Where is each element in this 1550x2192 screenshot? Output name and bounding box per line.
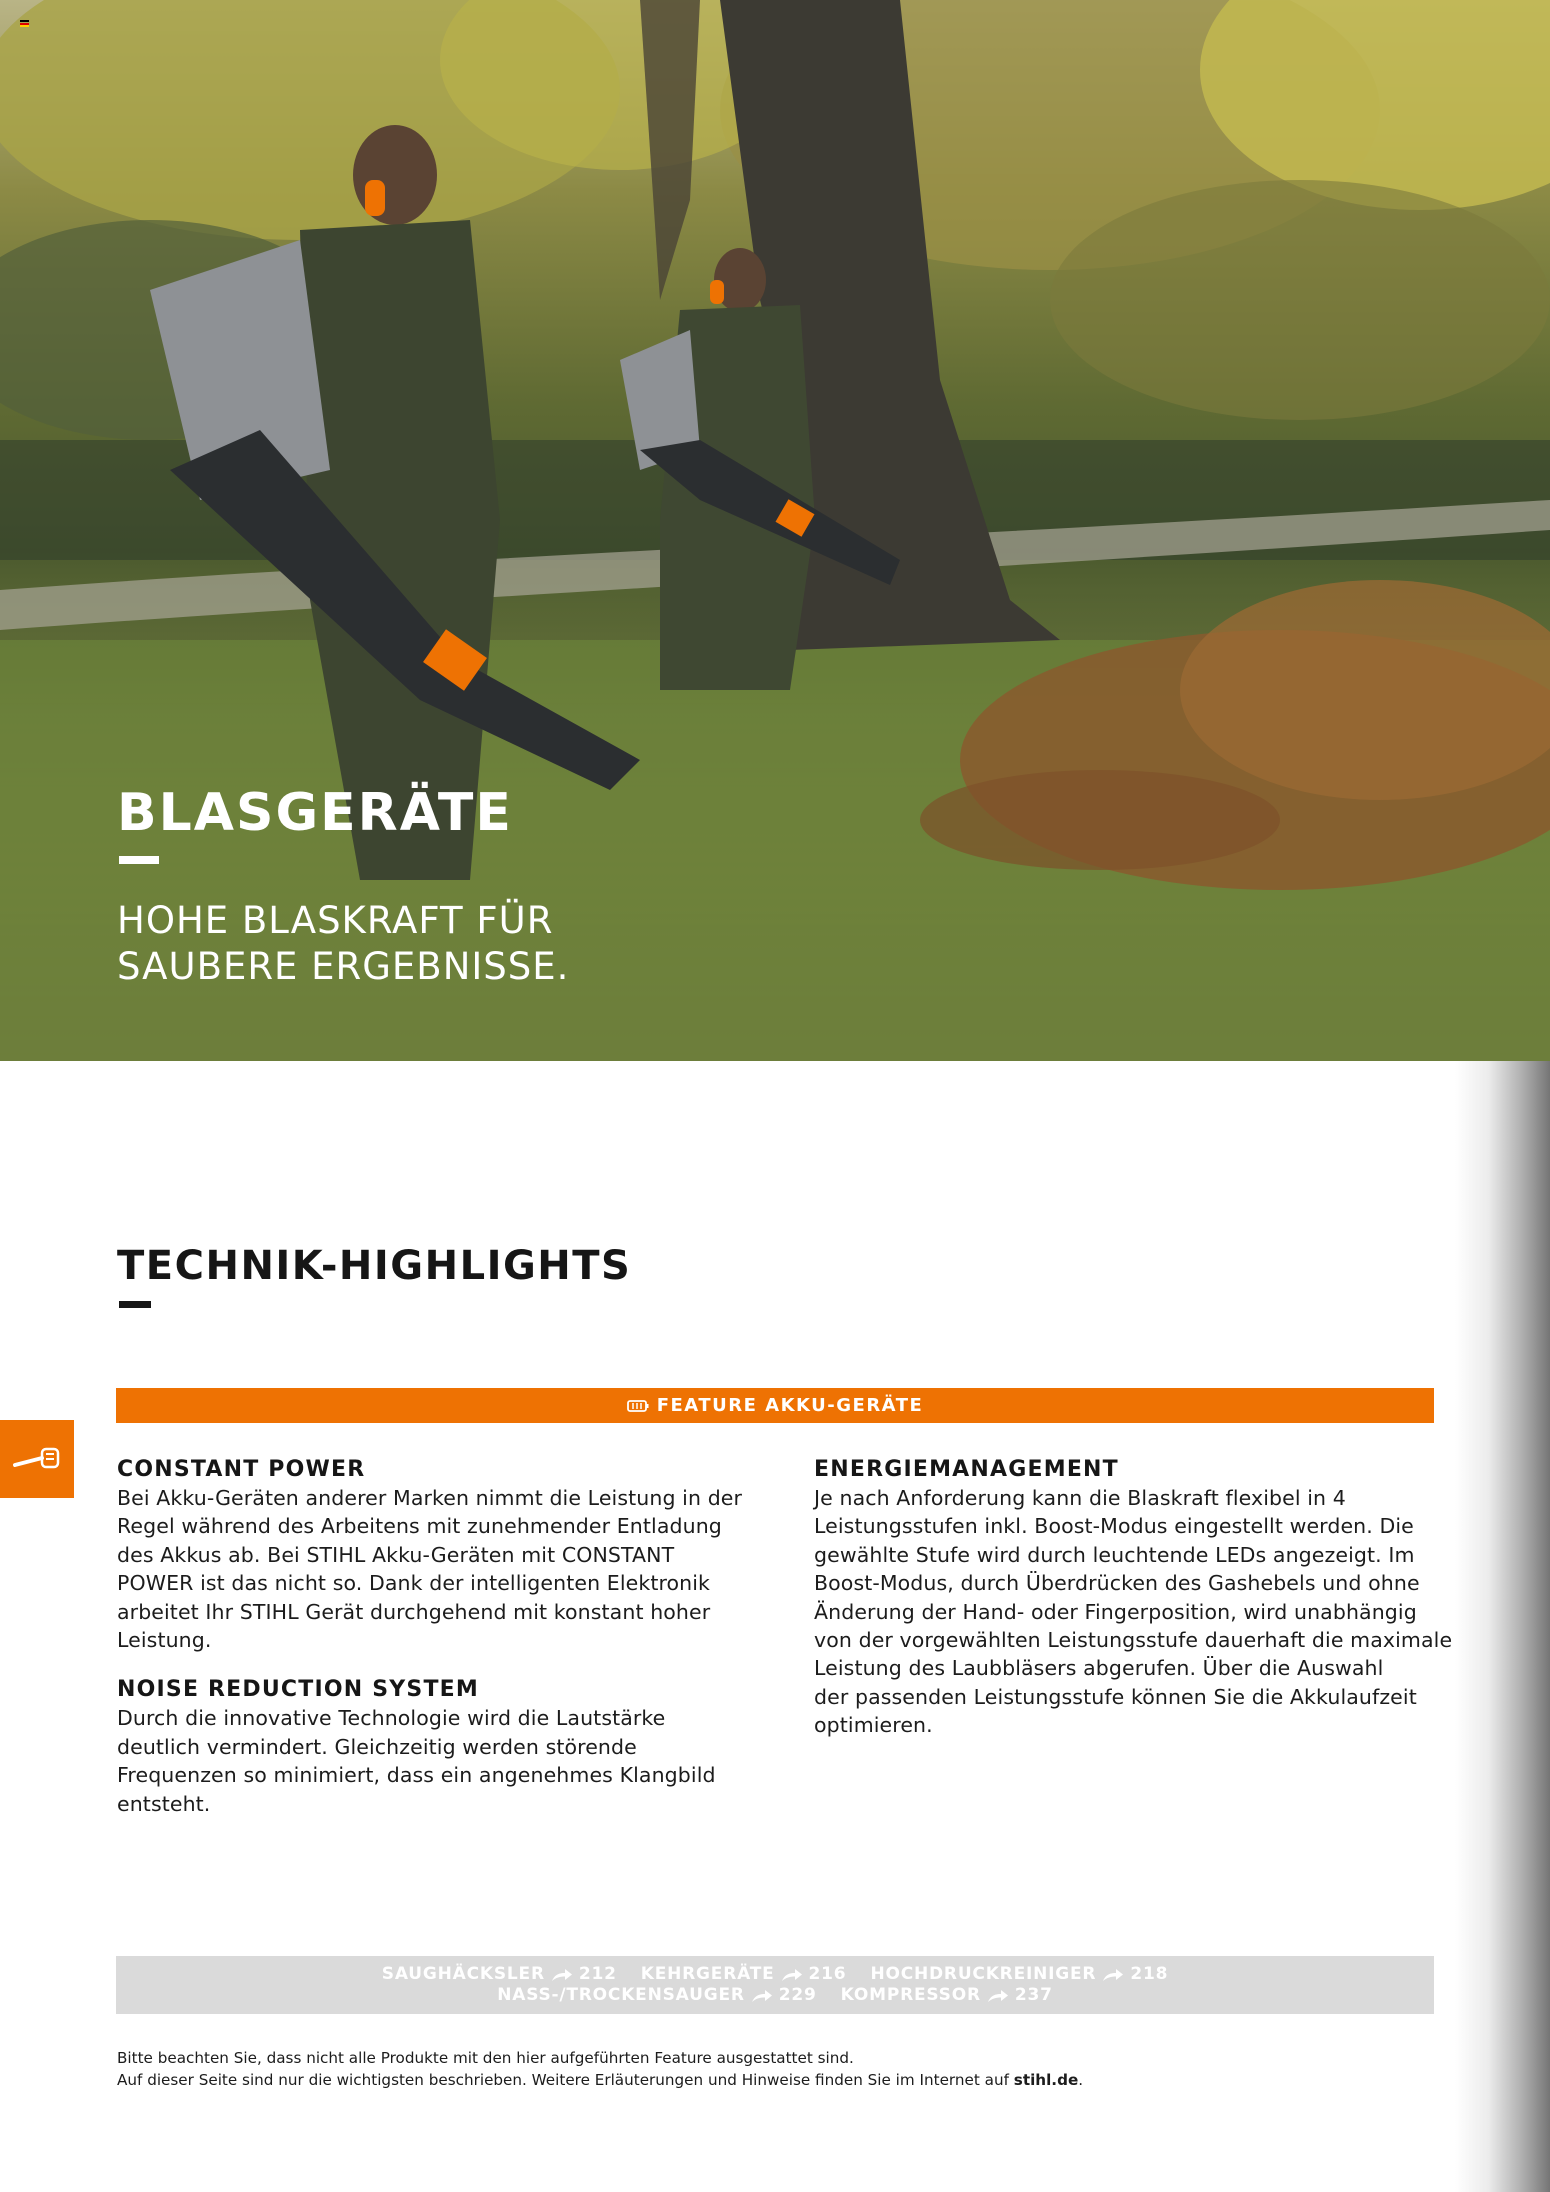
text-line: des Akkus ab. Bei STIHL Akku-Geräten mit CONSTANT [117, 1542, 675, 1567]
section-title: TECHNIK-HIGHLIGHTS [117, 1243, 632, 1289]
text-line: Leistungsstufen inkl. Boost-Modus eingestellt werden. Die [814, 1514, 1414, 1539]
page-edge-shadow [1455, 1061, 1550, 2192]
text-line: entsteht. [117, 1791, 211, 1816]
feature-title: CONSTANT POWER [117, 1457, 366, 1482]
text-line: Leistung. [117, 1628, 212, 1653]
feature-constant-power [117, 1456, 757, 1654]
text-line: arbeitet Ihr STIHL Gerät durchgehend mit konstant hoher [117, 1599, 711, 1624]
hero-image [0, 0, 1550, 1061]
xref-page: 218 [1130, 1964, 1169, 1984]
xref-line [382, 1964, 1168, 1985]
website-link[interactable]: stihl.de [1013, 2070, 1079, 2089]
xref-label: NASS-/TROCKENSAUGER [497, 1985, 745, 2005]
text-line: von der vorgewählten Leistungsstufe dauerhaft die maximale [814, 1628, 1453, 1653]
language-flag-icon [20, 20, 29, 27]
text-line: Je nach Anforderung kann die Blaskraft flexibel in 4 [814, 1486, 1346, 1510]
footnote-period: . [1078, 2070, 1084, 2089]
arrow-right-icon [551, 1968, 573, 1982]
feature-noise-reduction [117, 1676, 757, 1818]
text-line: deutlich vermindert. Gleichzeitig werden störende [117, 1734, 637, 1759]
hero-subtitle-line: SAUBERE ERGEBNISSE. [117, 945, 570, 988]
footnote [117, 2048, 1083, 2091]
xref-link-kehrgeraete[interactable] [641, 1964, 847, 1985]
text-line: gewählte Stufe wird durch leuchtende LEDs angezeigt. Im [814, 1542, 1415, 1567]
text-line: Durch die innovative Technologie wird die Lautstärke [117, 1706, 666, 1731]
hero-title-underline [119, 856, 159, 864]
xref-label: KEHRGERÄTE [640, 1964, 775, 1984]
arrow-right-icon [751, 1989, 773, 2003]
xref-link-nass-trockensauger[interactable] [497, 1985, 816, 2006]
xref-page: 237 [1014, 1985, 1053, 2005]
text-line: Leistung des Laubbläsers abgerufen. Über die Auswahl [814, 1656, 1384, 1681]
xref-label: SAUGHÄCKSLER [381, 1964, 545, 1984]
xref-link-hochdruckreiniger[interactable] [870, 1964, 1168, 1985]
text-line: POWER ist das nicht so. Dank der intelligenten Elektronik [117, 1571, 711, 1596]
xref-label: HOCHDRUCKREINIGER [870, 1964, 1097, 1984]
hero-subtitle [117, 898, 569, 990]
xref-line [497, 1985, 1053, 2006]
features-right-column [814, 1456, 1454, 1754]
feature-banner-label: FEATURE AKKU-GERÄTE [656, 1395, 924, 1416]
footnote-text: Auf dieser Seite sind nur die wichtigsten beschrieben. Weitere Erläuterungen und Hinweise finden Sie im Internet auf [117, 2070, 1014, 2089]
text-line: Boost-Modus, durch Überdrücken des Gashebels und ohne [814, 1571, 1420, 1596]
footnote-line [117, 2070, 1083, 2092]
hero-title: BLASGERÄTE [117, 783, 513, 843]
feature-banner [116, 1388, 1434, 1423]
xref-label: KOMPRESSOR [840, 1985, 981, 2005]
hero-subtitle-line: HOHE BLASKRAFT FÜR [117, 899, 554, 942]
section-title-underline [119, 1301, 151, 1308]
cross-reference-bar [116, 1956, 1434, 2014]
xref-page: 212 [578, 1964, 617, 1984]
feature-description [117, 1704, 757, 1818]
xref-page: 229 [778, 1985, 817, 2005]
arrow-right-icon [781, 1968, 803, 1982]
text-line: Regel während des Arbeitens mit zunehmender Entladung [117, 1514, 722, 1539]
text-line: Bei Akku-Geräten anderer Marken nimmt die Leistung in der [117, 1486, 743, 1510]
battery-icon [627, 1400, 649, 1412]
xref-link-saughaecksler[interactable] [382, 1964, 617, 1985]
feature-description [814, 1484, 1454, 1740]
footnote-line: Bitte beachten Sie, dass nicht alle Produkte mit den hier aufgeführten Feature ausgestattet sind. [117, 2049, 854, 2067]
features-left-column [117, 1456, 757, 1832]
arrow-right-icon [987, 1989, 1009, 2003]
feature-title: NOISE REDUCTION SYSTEM [117, 1677, 479, 1703]
feature-energiemanagement [814, 1456, 1454, 1740]
text-line: Änderung der Hand- oder Fingerposition, wird unabhängig [814, 1599, 1417, 1624]
text-line: optimieren. [814, 1713, 933, 1738]
text-line: der passenden Leistungsstufe können Sie die Akkulaufzeit [814, 1684, 1417, 1709]
chapter-tab[interactable] [0, 1420, 74, 1498]
leaf-blower-icon [12, 1443, 62, 1475]
xref-link-kompressor[interactable] [841, 1985, 1053, 2006]
arrow-right-icon [1102, 1968, 1124, 1982]
xref-page: 216 [808, 1964, 847, 1984]
feature-description [117, 1484, 757, 1654]
feature-title: ENERGIEMANAGEMENT [814, 1457, 1119, 1482]
text-line: Frequenzen so minimiert, dass ein angenehmes Klangbild [117, 1763, 716, 1788]
